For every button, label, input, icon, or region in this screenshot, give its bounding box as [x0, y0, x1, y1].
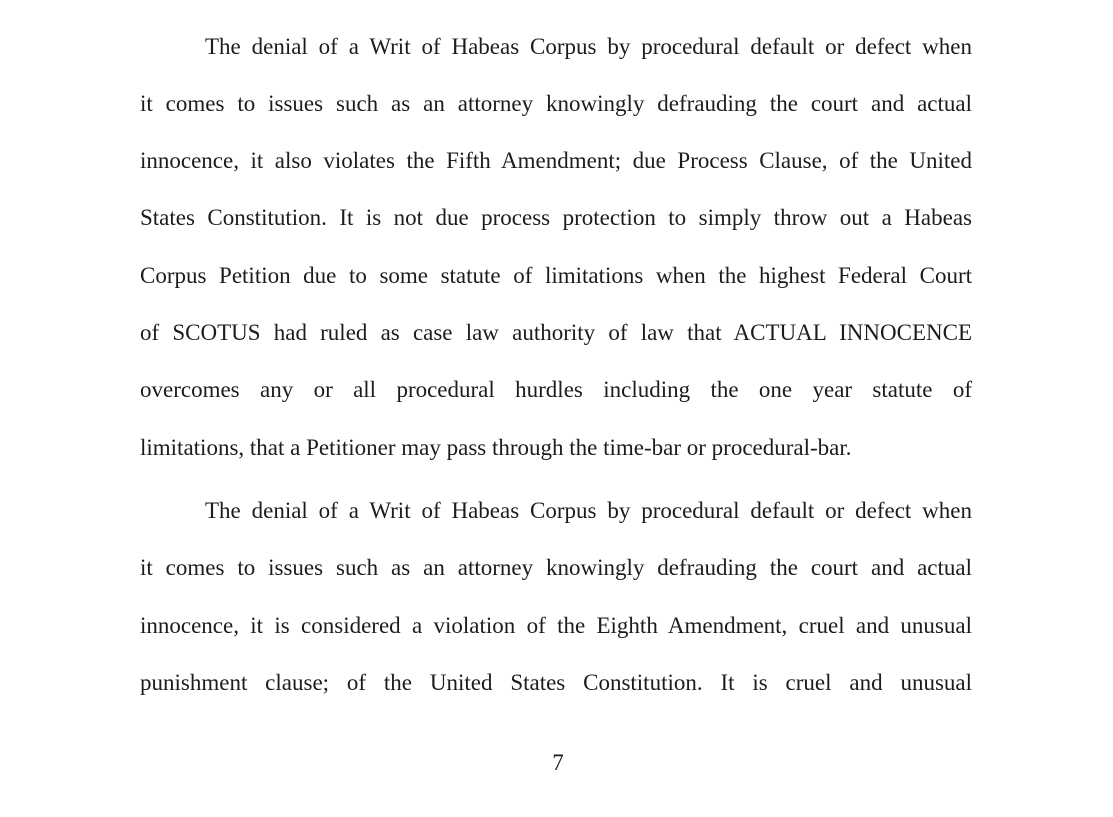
paragraph-line: The denial of a Writ of Habeas Corpus by procedural default or defect when — [205, 34, 972, 59]
paragraph-line: it comes to issues such as an attorney knowingly defrauding the court and actual — [140, 555, 972, 580]
paragraph-line: of SCOTUS had ruled as case law authority of law that ACTUAL INNOCENCE — [140, 320, 972, 345]
paragraph-line: The denial of a Writ of Habeas Corpus by procedural default or defect when — [205, 498, 972, 523]
page-number: 7 — [552, 750, 564, 775]
paragraph-line: overcomes any or all procedural hurdles including the one year statute of — [140, 377, 972, 402]
paragraph-line: innocence, it is considered a violation of the Eighth Amendment, cruel and unusual — [140, 613, 972, 638]
paragraph-line: Corpus Petition due to some statute of limitations when the highest Federal Court — [140, 263, 972, 288]
paragraph-line: limitations, that a Petitioner may pass through the time-bar or procedural-bar. — [140, 435, 852, 460]
paragraph-line: punishment clause; of the United States Constitution. It is cruel and unusual — [140, 670, 972, 695]
paragraph-line: States Constitution. It is not due process protection to simply throw out a Habeas — [140, 205, 972, 230]
paragraph-line: it comes to issues such as an attorney knowingly defrauding the court and actual — [140, 91, 972, 116]
paragraph-line: innocence, it also violates the Fifth Amendment; due Process Clause, of the United — [140, 148, 972, 173]
